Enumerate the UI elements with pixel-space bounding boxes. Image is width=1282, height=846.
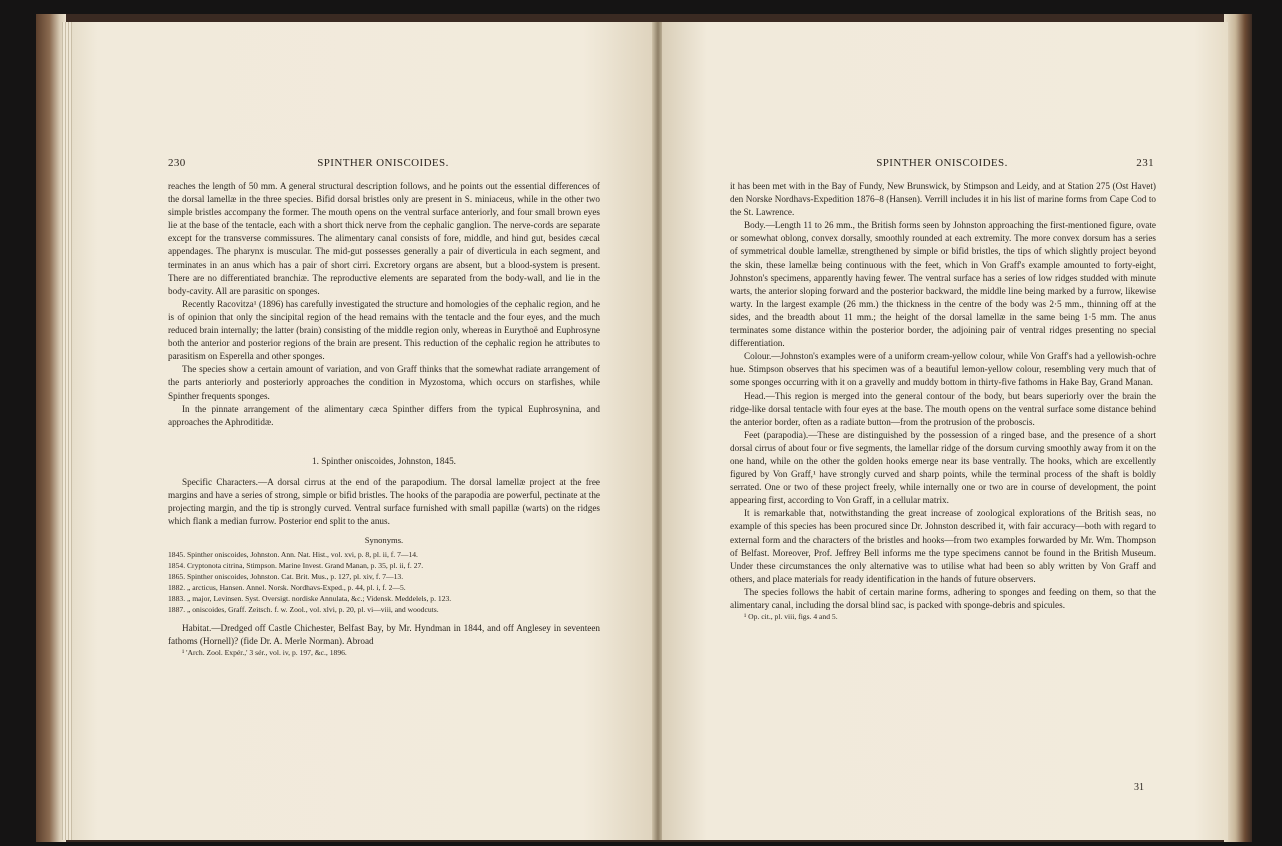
left-running-head: SPINTHER ONISCOIDES. [317,157,449,169]
right-running-head: SPINTHER ONISCOIDES. [876,157,1008,169]
right-paragraph: The species follows the habit of certain marine forms, adhering to sponges and feeding on them, so that the alimentary canal, including the dorsal blind sac, is packed with sponge-debris and spicules. [730,586,1156,610]
right-paragraph: it has been met with in the Bay of Fundy, New Brunswick, by Stimpson and Leidy, and at Station 275 (Ost Havet) den Norske Nordhavs-Expedition 1876–8 (Hansen). Verrill includes it in his list of marine forms from Cape Cod to the St. Lawrence. [730,181,1156,218]
synonym-entry: 1845. Spinther oniscoides, Johnston. Ann. Nat. Hist., vol. xvi, p. 8, pl. ii, f. 7—14. [168,550,418,560]
synonym-entry: 1882. „ arcticus, Hansen. Annel. Norsk. Nordhavs-Exped., p. 44, pl. i, f. 2—5. [168,583,406,593]
right-paragraph: Colour.—Johnston's examples were of a uniform cream-yellow colour, while Von Graff's had a yellowish-ochre hue. Stimpson observes that his specimen was of a beautiful lemon-yellow colour, resembling very much that of some sponges occurring with it on a gravelly and muddy bottom in thirty-five fathoms in Hake Bay, Grand Manan. [730,351,1156,388]
right-text-column [730,180,1156,622]
synonym-entry: 1883. „ major, Levinsen. Syst. Oversigt. nordiske Annulata, &c.; Vidensk. Meddelels, p. 123. [168,593,452,603]
left-paragraph: The species show a certain amount of variation, and von Graff thinks that the somewhat radiate arrangement of the parts anteriorly and posteriorly approaches the condition in Myzostoma, which occurs on starfishes, while Spinther frequents sponges. [168,364,600,401]
right-paragraph: Body.—Length 11 to 26 mm., the British forms seen by Johnston approaching the first-mentioned figure, ovate or somewhat oblong, convex dorsally, smoothly rounded at each extremity. The more convex dorsum has a series of symmetrical double lamellæ, strengthened by simple or bifid bristles, the tips of which slightly project beyond the skin, these lamellæ being continuous with the feet, which in Von Graff's example amounted to forty-eight, Johnston's specimens, apparently having fewer. The ventral surface has a series of low ridges studded with minute warts, the anterior sloping forward and the posterior backward, the middle line being marked by a furrow, likewise warty. In the largest example (26 mm.) the thickness in the centre of the body was 2·5 mm., thinning off at the sides, and the breadth about 11 mm.; the height of the dorsal lamellæ in the same being 1·5 mm. The anus terminates some distance within the posterior border, the adjoining pair of ventral ridges presenting no special differentiation. [730,220,1156,349]
synonyms-heading: Synonyms. [364,535,404,546]
left-paragraph: In the pinnate arrangement of the alimentary cæca Spinther differs from the typical Euphrosynina, and approaches the Aphroditidæ. [168,403,600,427]
right-paragraph: Feet (parapodia).—These are distinguished by the possession of a ringed base, and the presence of a short dorsal cirrus of about four or five segments, the lamellar ridge of the dorsum curving smoothly away from it on the one hand, while on the other the golden hooks emerge near its base ventrally. The hooks, which are excellently figured by Von Graff,¹ have strongly curved and sharp points, while the terminal process of the shaft is boldly serrated. One or two of these project freely, while internally one or two are in course of development, the point appearing first, according to Von Graff, in a cellular matrix. [730,429,1156,506]
synonym-entry: 1887. „ oniscoides, Graff. Zeitsch. f. w. Zool., vol. xlvi, p. 20, pl. vi—viii, and woodcuts. [168,604,439,614]
left-footnote: ¹ 'Arch. Zool. Expér.,' 3 sér., vol. iv, p. 197, &c., 1896. [182,647,347,657]
right-paragraph: It is remarkable that, notwithstanding the great increase of zoological explorations of the British seas, no example of this species has been procured since Dr. Johnston described it, with fair accuracy—both with regard to external form and the characters of the bristles and hooks—from two examples forwarded by Mr. Wm. Thompson of Belfast. Moreover, Prof. Jeffrey Bell informs me the type specimens cannot be found in the British Museum. Under these circumstances the only alternative was to utilise what had been so ably written by Von Graff and others, and place materials for ready identification in the hands of future observers. [730,508,1156,584]
right-footnote: ¹ Op. cit., pl. viii, figs. 4 and 5. [744,612,838,622]
synonyms-list [168,550,600,615]
right-page-number: 231 [1136,157,1154,169]
page-edges [62,22,72,840]
specific-characters: Specific Characters.—A dorsal cirrus at the end of the parapodium. The dorsal lamellæ project at the free margins and have a series of strong, simple or bifid bristles. The hooks of the parapodia are powerful, pectinate at the projecting margin, and the tip is strongly curved. Ventral surface furnished with small papillæ (warts) on the ridges which flank a median furrow. Posterior end split to the anus. [168,476,600,527]
synonym-entry: 1865. Spinther oniscoides, Johnston. Cat. Brit. Mus., p. 127, pl. xiv, f. 7—13. [168,572,404,582]
left-paragraph: Recently Racovitza¹ (1896) has carefully investigated the structure and homologies of the cephalic region, and he is of opinion that only the sincipital region of the head remains with the tentacle and the four eyes, and the much reduced brain internally; the latter (brain) consisting of the middle region only, whereas in Eurythoë and Euphrosyne both the anterior and posterior regions of the brain are present. This reduction of the cephalic region he attributes to parasitism on Esperella and other sponges. [168,298,600,362]
habitat-paragraph: Habitat.—Dredged off Castle Chichester, Belfast Bay, by Mr. Hyndman in 1844, and off Anglesey in seventeen fathoms (Hornell)? (fide Dr. A. Merle Norman). Abroad [168,622,600,646]
species-heading: 1. Spinther oniscoides, Johnston, 1845. [312,455,456,466]
right-paragraph: Head.—This region is merged into the general contour of the body, but bears superiorly over the brain the ridge-like dorsal tentacle with four eyes at the base. The mouth opens on the ventral surface some distance behind the anterior border, often as a radiate button—from the protrusion of the proboscis. [730,390,1156,427]
left-paragraph: reaches the length of 50 mm. A general structural description follows, and he points out the essential differences of the dorsal lamellæ in the three species. Bifid dorsal bristles only are present in S. miniaceus, while in the other two simple bristles accompany the former. The mouth opens on the ventral surface anteriorly, and four small brown eyes lie at the base of the tentacle, each with a short thick nerve from the cephalic ganglion. The nerve-cords are separate except for the transverse commissures. The alimentary canal consists of fore, middle, and hind gut, besides cæcal appendages. The pharynx is muscular. The mid-gut possesses generally a pair of diverticula in each segment, and terminates in an anus which has a pair of short cirri. Excretory organs are absent, but a blood-system is present. There are no differentiated branchiæ. The reproductive elements are separated from the body-wall, and lie in the body-cavity. All are parasitic on sponges. [168,181,600,296]
left-page-number: 230 [168,157,186,169]
synonym-entry: 1854. Cryptonota citrina, Stimpson. Marine Invest. Grand Manan, p. 35, pl. ii, f. 27. [168,561,424,571]
right-page [662,22,1228,840]
signature-mark: 31 [1134,782,1144,793]
book-edge-right [1224,14,1252,842]
left-text-column [168,180,600,658]
left-page [62,22,654,840]
